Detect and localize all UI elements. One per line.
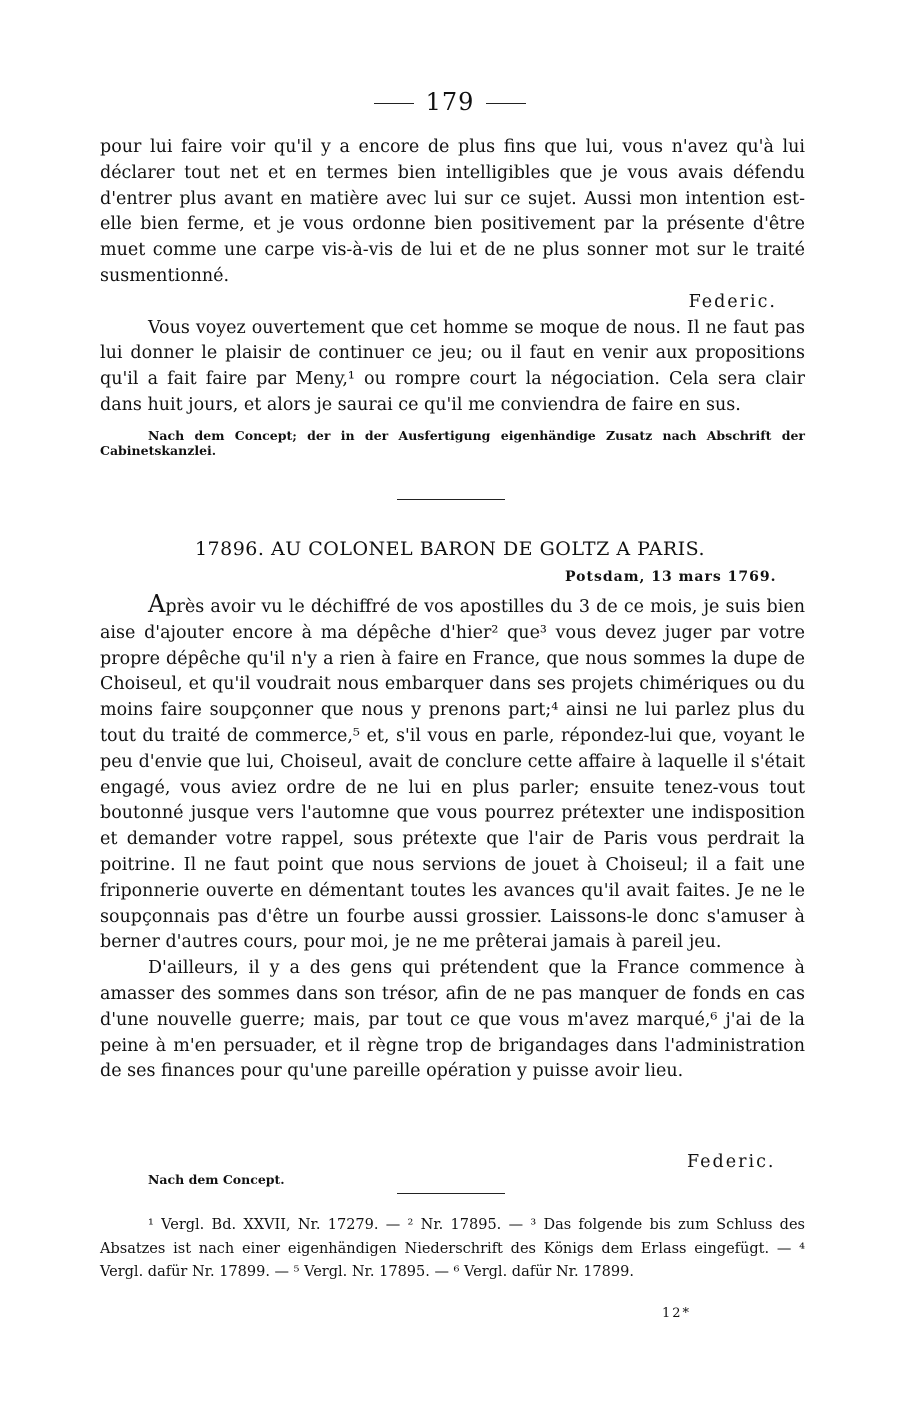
footnotes xyxy=(100,1214,805,1285)
letter-signature: Federic. xyxy=(687,1152,776,1172)
signature-mark: 12* xyxy=(662,1306,692,1321)
continued-paragraph: pour lui faire voir qu'il y a encore de plus fins que lui, vous n'avez qu'à lui déclarer tout net et en termes bien intelligibles que je vous avais défendu d'entrer plus avant en matière avec lui sur ce sujet. Aussi mon intention est-elle bien ferme, et je vous ordonne bien positivement par la présente d'être muet comme une carpe vis-à-vis de lui et de ne plus sonner mot sur le traité susmentionné. xyxy=(100,137,805,286)
letter-paragraph-1 xyxy=(100,592,805,956)
commentary-paragraph: Vous voyez ouvertement que cet homme se moque de nous. Il ne faut pas lui donner le plaisir de continuer ce jeu; ou il faut en venir aux propositions qu'il a fait faire par Meny,¹ ou rompre court la négociation. Cela sera clair dans huit jours, et alors je saurai ce qu'il me conviendra de faire en sus. xyxy=(100,317,805,415)
top-section xyxy=(100,135,805,458)
top-source-note: Nach dem Concept; der in der Ausfertigung eigenhändige Zusatz nach Abschrift der Cabinetskanzlei. xyxy=(100,427,805,458)
header-dash-left xyxy=(374,103,414,104)
drop-cap: A xyxy=(148,590,166,618)
letter-paragraph-2: D'ailleurs, il y a des gens qui prétendent que la France commence à amasser des sommes dans son trésor, afin de ne pas manquer de fonds en cas d'une nouvelle guerre; mais, par tout ce que vous m'avez marqué,⁶ j'ai de la peine à m'en persuader, et il règne trop de brigandages dans l'administration de ses finances pour qu'une pareille opération y puisse avoir lieu. xyxy=(100,958,805,1082)
letter-body xyxy=(100,592,805,1085)
footnotes-text: ¹ Vergl. Bd. XXVII, Nr. 17279. — ² Nr. 17895. — ³ Das folgende bis zum Schluss des Absatzes ist nach einer eigenhändigen Niederschrift des Königs dem Erlass eingefügt. — ⁴ Vergl. dafür Nr. 17899. — ⁵ Vergl. Nr. 17895. — ⁶ Vergl. dafür Nr. 17899. xyxy=(100,1217,805,1280)
place-date: Potsdam, 13 mars 1769. xyxy=(565,569,777,585)
section-divider-bottom xyxy=(397,1193,505,1194)
letter-source-note: Nach dem Concept. xyxy=(148,1172,285,1187)
letter-title: 17896. AU COLONEL BARON DE GOLTZ A PARIS. xyxy=(194,538,706,560)
page-number: 179 xyxy=(425,88,475,116)
section-divider-top xyxy=(397,499,505,500)
page-header xyxy=(0,88,900,116)
header-dash-right xyxy=(486,103,526,104)
top-signature: Federic. xyxy=(688,291,777,312)
letter-paragraph-1-text: près avoir vu le déchiffré de vos apostilles du 3 de ce mois, je suis bien aise d'ajouter encore à ma dépêche d'hier² que³ vous devez juger par votre propre dépêche qu'il n'y a rien à faire en France, que nous sommes la dupe de Choiseul, et qu'il voudrait nous embarquer dans ses projets chimériques ou du moins faire soupçonner que nous y prenons part;⁴ ainsi ne lui parlez plus du tout du traité de commerce,⁵ et, s'il vous en parle, répondez-lui que, voyant le peu d'envie que lui, Choiseul, avait de conclure cette affaire à laquelle il s'était engagé, vous aviez ordre de ne lui en plus parler; ensuite tenez-vous tout boutonné jusque vers l'automne que vous pourrez prétexter une indisposition et demander votre rappel, sous prétexte que l'air de Paris vous perdrait la poitrine. Il ne faut point que nous servions de jouet à Choiseul; il a fait une friponnerie ouverte en démentant toutes les avances qu'il avait faites. Je ne le soupçonnais pas d'être un fourbe aussi grossier. Laissons-le donc s'amuser à berner d'autres cours, pour moi, je ne me prêterai jamais à pareil jeu. xyxy=(100,597,805,953)
